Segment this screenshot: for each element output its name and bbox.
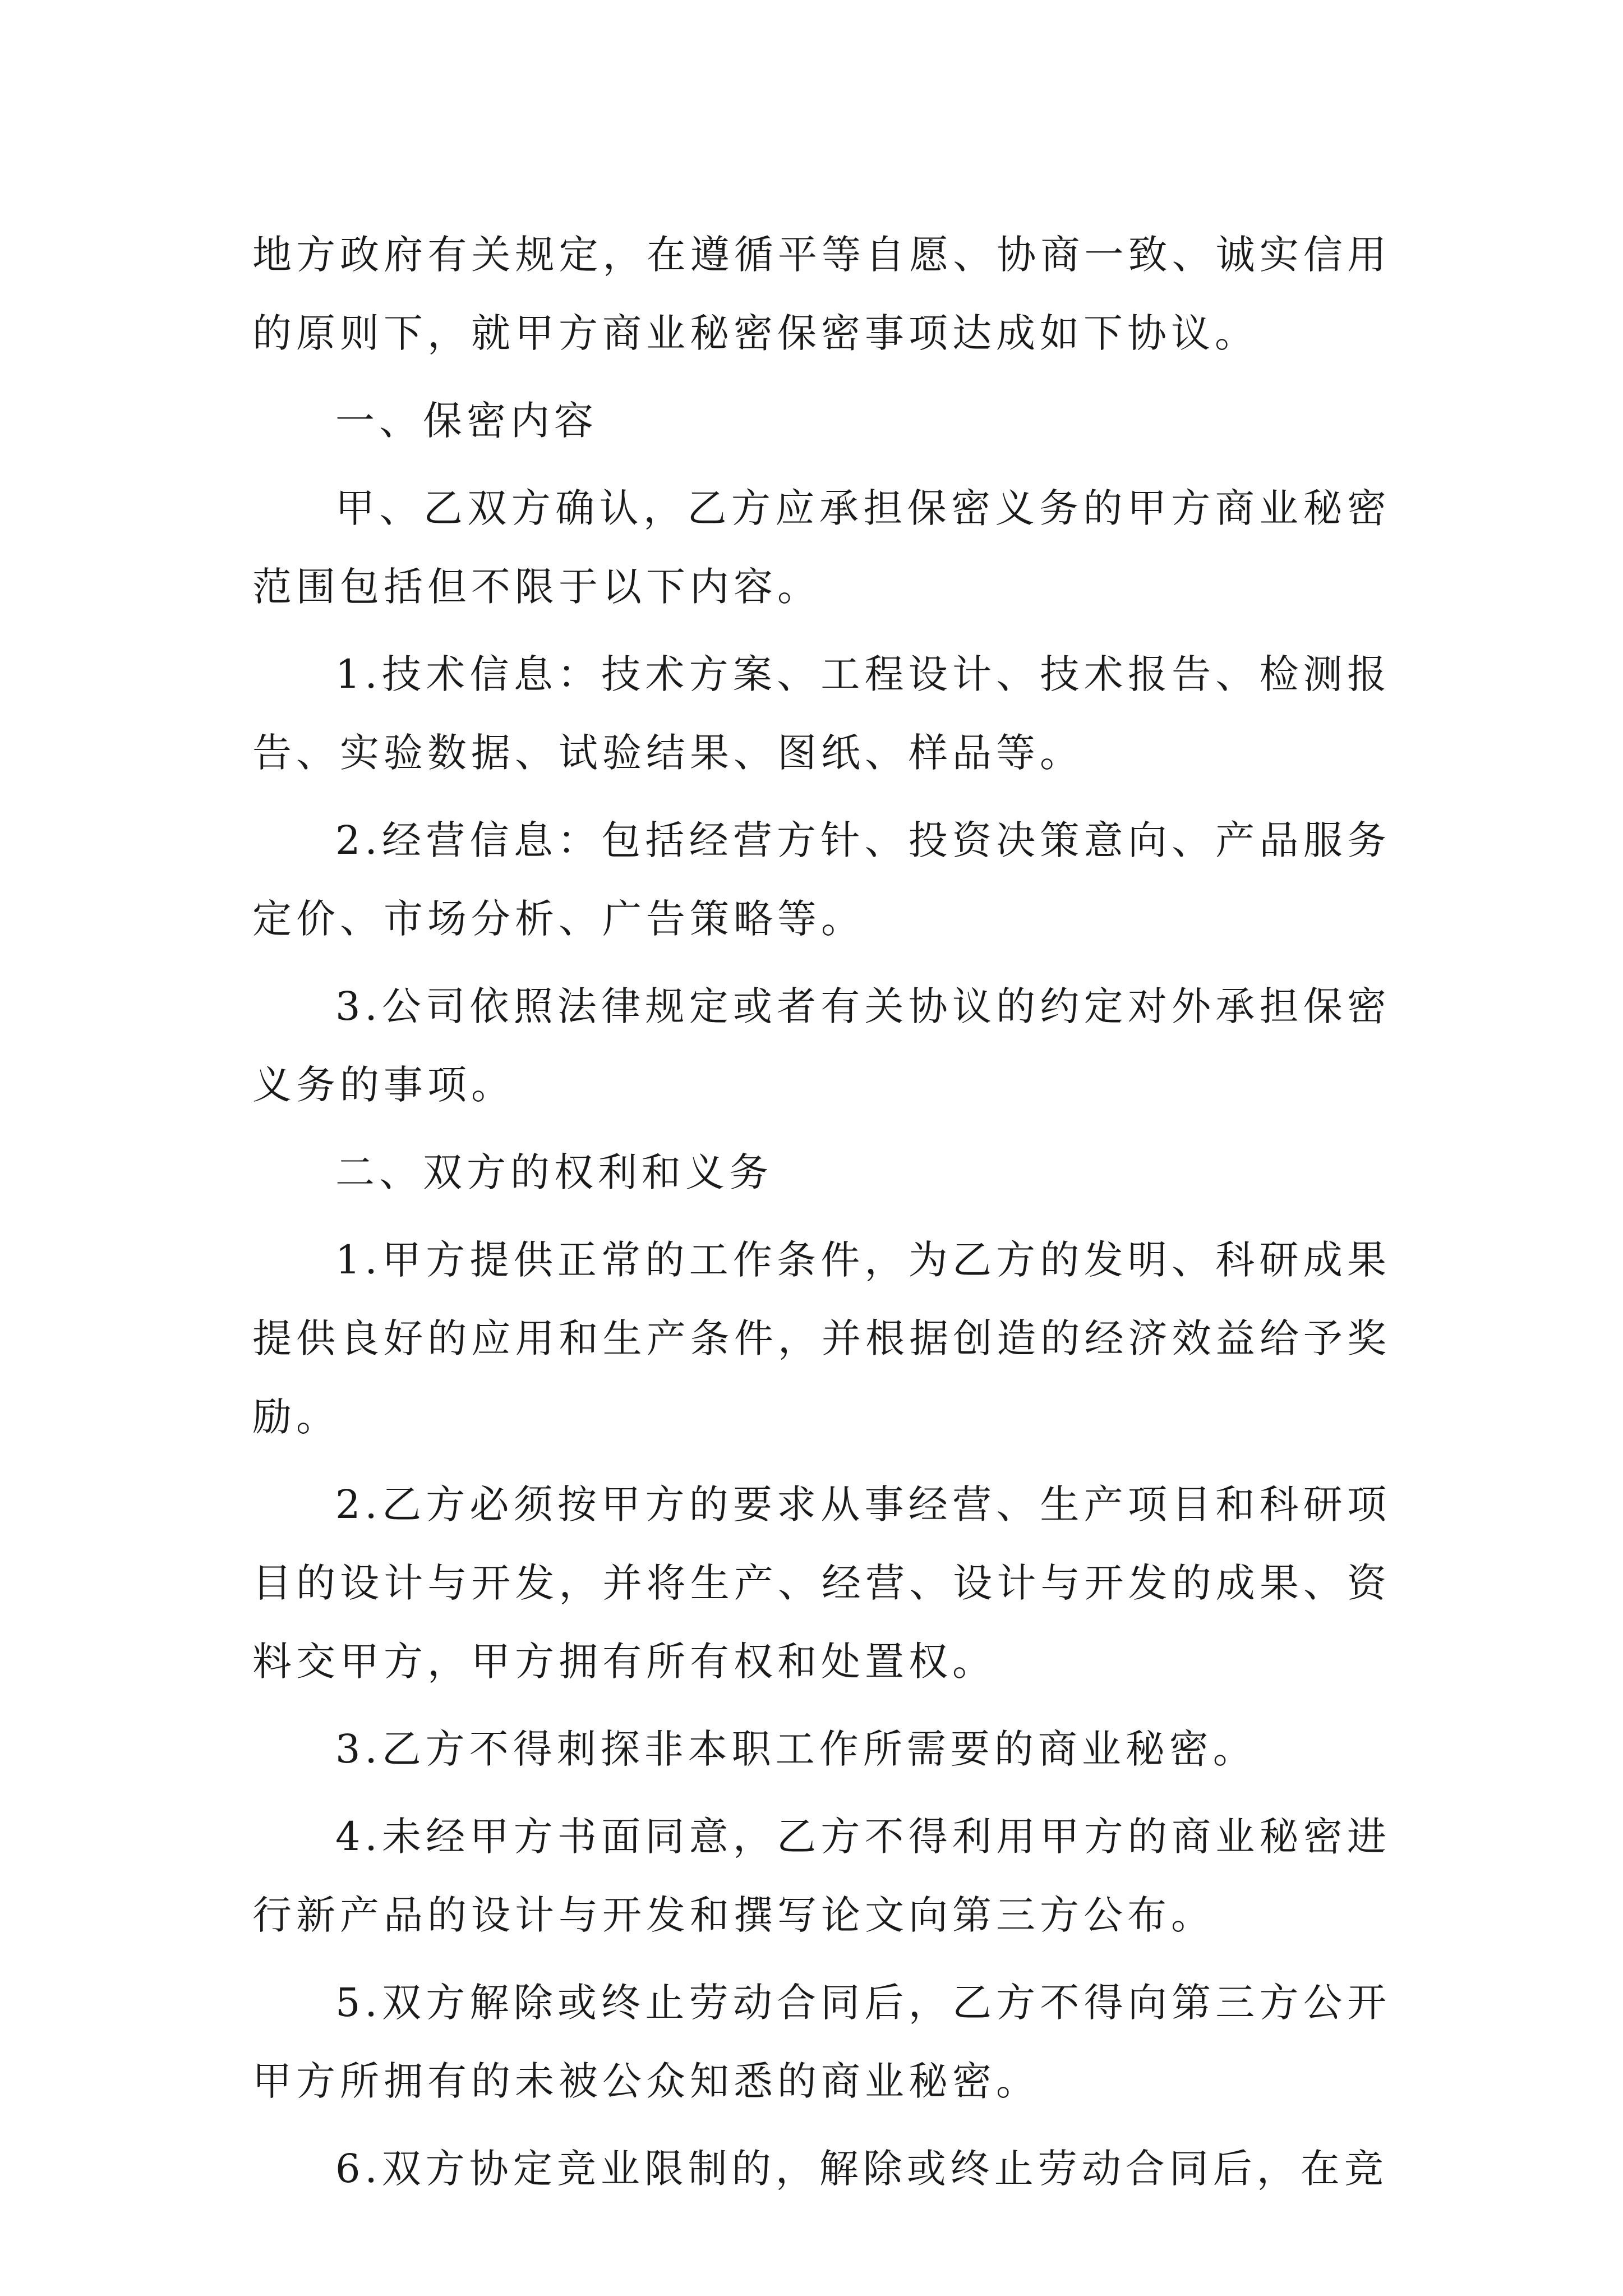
list-item-party-a-conditions: 1.甲方提供正常的工作条件，为乙方的发明、科研成果提供良好的应用和生产条件，并根据创造的经济效益给予奖励。 [252, 1237, 1391, 1440]
list-item-business-info: 2.经营信息：包括经营方针、投资决策意向、产品服务定价、市场分析、广告策略等。 [252, 817, 1391, 942]
list-item-technical-info: 1.技术信息：技术方案、工程设计、技术报告、检测报告、实验数据、试验结果、图纸、样品等。 [252, 651, 1391, 776]
list-item-no-disclosure: 5.双方解除或终止劳动合同后，乙方不得向第三方公开甲方所拥有的未被公众知悉的商业秘密。 [252, 1980, 1391, 2104]
section-heading-rights-obligations: 二、双方的权利和义务 [335, 1149, 773, 1195]
list-item-no-spying: 3.乙方不得刺探非本职工作所需要的商业秘密。 [335, 1726, 1257, 1772]
list-item-non-compete: 6.双方协定竞业限制的，解除或终止劳动合同后，在竞 [335, 2146, 1388, 2192]
paragraph-1: 地方政府有关规定，在遵循平等自愿、协商一致、诚实信用的原则下，就甲方商业秘密保密事项达成如下协议。 [252, 232, 1391, 356]
paragraph-3: 甲、乙双方确认，乙方应承担保密义务的甲方商业秘密范围包括但不限于以下内容。 [252, 485, 1391, 610]
list-item-legal-obligations: 3.公司依照法律规定或者有关协议的约定对外承担保密义务的事项。 [252, 983, 1391, 1108]
list-item-party-b-requirements: 2.乙方必须按甲方的要求从事经营、生产项目和科研项目的设计与开发，并将生产、经营、设计与开发的成果、资料交甲方，甲方拥有所有权和处置权。 [252, 1481, 1391, 1685]
document-body [252, 215, 1391, 2217]
list-item-no-unauthorized-use: 4.未经甲方书面同意，乙方不得利用甲方的商业秘密进行新产品的设计与开发和撰写论文向第三方公布。 [252, 1814, 1391, 1938]
section-heading-confidential-content: 一、保密内容 [335, 398, 598, 444]
